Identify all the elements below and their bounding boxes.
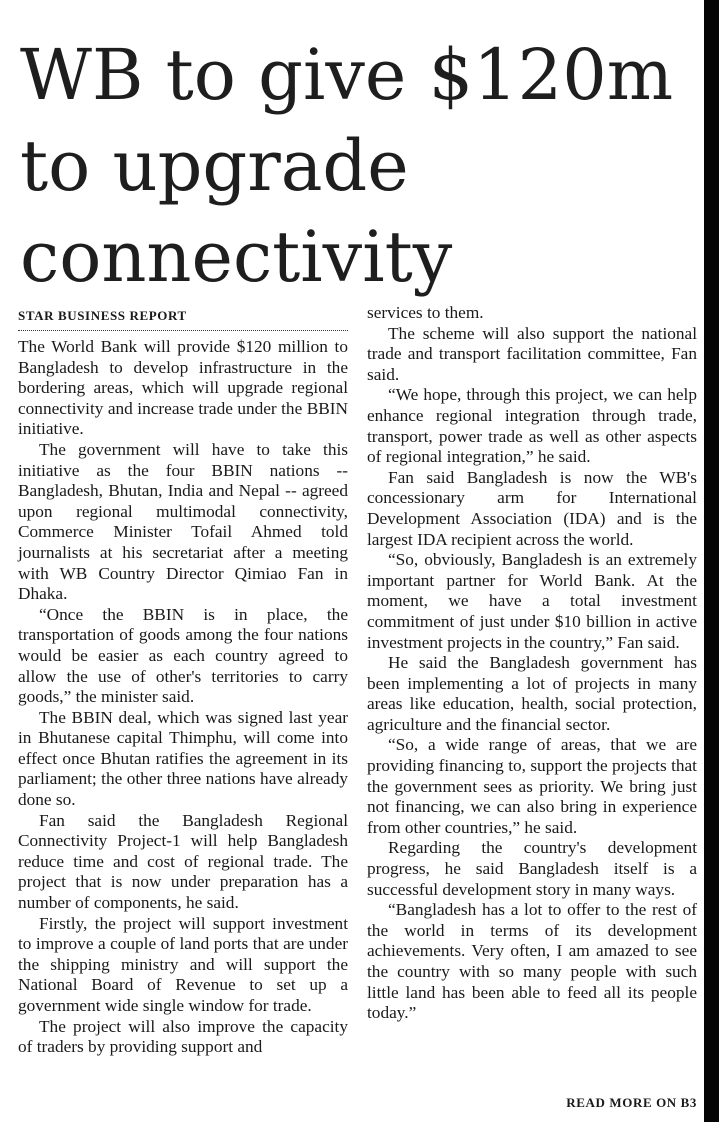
headline-line-2: to upgrade [20, 125, 409, 207]
article-paragraph: “Once the BBIN is in place, the transportation of goods among the four nations would be easier as each country agreed to allow the use of other's territories to carry goods,” the minister said. [18, 604, 348, 707]
article-paragraph: Regarding the country's development progress, he said Bangladesh itself is a successful development story in many ways. [367, 838, 697, 899]
article-paragraph: “So, a wide range of areas, that we are providing financing to, support the projects that the government sees as priority. We bring just not financing, we can also bring in experience from other countries,” he said. [367, 735, 697, 837]
read-more-link[interactable]: READ MORE ON B3 [566, 1095, 697, 1110]
byline: STAR BUSINESS REPORT [18, 303, 348, 331]
article-column-left [18, 303, 348, 1058]
article-paragraph: The government will have to take this initiative as the four BBIN nations -- Bangladesh, Bhutan, India and Nepal -- agreed upon regional multimodal connectivity, Commerce Minister Tofail Ahmed told journalists at his secretariat after a meeting with WB Country Director Qimiao Fan in Dhaka. [18, 439, 348, 604]
article-paragraph: The project will also improve the capacity of traders by providing support and [18, 1016, 348, 1057]
article-paragraph: Fan said Bangladesh is now the WB's concessionary arm for International Development Association (IDA) and is the largest IDA recipient across the world. [367, 467, 697, 549]
article-paragraph: “So, obviously, Bangladesh is an extremely important partner for World Bank. At the moment, we have a total investment commitment of just under $10 billion in active investment projects in the country,” Fan said. [367, 550, 697, 652]
article-paragraph: The World Bank will provide $120 million to Bangladesh to develop infrastructure in the bordering areas, which will upgrade regional connectivity and increase trade under the BBIN initiative. [18, 337, 348, 439]
article-paragraph: Firstly, the project will support investment to improve a couple of land ports that are under the shipping ministry and will support the National Board of Revenue to set up a government wide single window for trade. [18, 913, 348, 1015]
article-paragraph: “We hope, through this project, we can help enhance regional integration through trade, transport, power trade as well as other aspects of regional integration,” he said. [367, 385, 697, 467]
headline-line-3: connectivity [20, 216, 453, 298]
article-paragraph: Fan said the Bangladesh Regional Connectivity Project-1 will help Bangladesh reduce time and cost of regional trade. The project that is now under preparation has a number of components, he said. [18, 810, 348, 913]
article-paragraph: The BBIN deal, which was signed last year in Bhutanese capital Thimphu, will come into effect once Bhutan ratifies the agreement in its parliament; the other three nations have already done so. [18, 707, 348, 810]
article-paragraph: services to them. [367, 303, 484, 322]
headline-line-1: WB to give $120m [20, 34, 674, 116]
article-paragraph: The scheme will also support the national trade and transport facilitation committee, Fan said. [367, 323, 697, 384]
article-column-right [367, 303, 697, 1024]
page-edge-bar [704, 0, 719, 1122]
article-paragraph: “Bangladesh has a lot to offer to the rest of the world in terms of its development achievements. Very often, I am amazed to see the country with so many people with such little land has been able to feed all its people today.” [367, 900, 697, 1023]
article-paragraph: He said the Bangladesh government has been implementing a lot of projects in many areas like education, health, social protection, agriculture and the financial sector. [367, 653, 697, 734]
headline [20, 30, 700, 303]
